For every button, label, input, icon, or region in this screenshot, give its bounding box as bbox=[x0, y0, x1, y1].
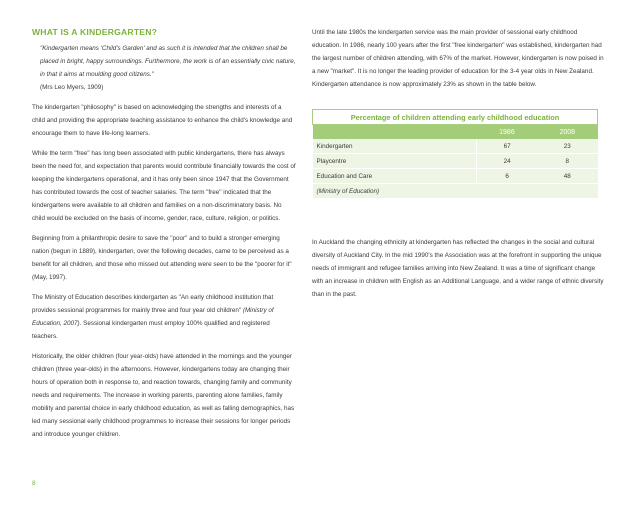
row-value-2008: 48 bbox=[537, 169, 597, 184]
row-value-1986: 67 bbox=[477, 139, 537, 154]
section-heading: WHAT IS A KINDERGARTEN? bbox=[32, 27, 158, 37]
paragraph-history: Historically, the older children (four year-olds) have attended in the mornings and the younger children (three year-olds) in the afternoons. However, kindergartens today are changing their hours of operation both in response to, and reaction towards, changing family and community needs and requirements. The increase in working parents, parenting alone families, family mobility and parental choice in early childhood education, as well as falling demographics, has led many sessional early childhood programmes to increase their sessions for longer periods and introduce younger children. bbox=[32, 353, 295, 438]
quote-text: "Kindergarten means 'Child's Garden' and as such it is intended that the children shall be placed in bright, happy surroundings. Furthermore, the work is of an essentially civic nature, in that it aims at moulding good citizens." bbox=[40, 45, 296, 78]
paragraph-philosophy: The kindergarten "philosophy" is based on acknowledging the strengths and interests of a child and providing the appropriate teaching assistance to enhance the child's knowledge and encourage them to have life-long learners. bbox=[32, 104, 293, 137]
left-column bbox=[32, 26, 296, 441]
paragraph-free-term: While the term "free" has long been associated with public kindergartens, there has always been the need for, and expectation that parents would contribute financially towards the cost of keeping the kindergartens operational, and it has only been since 1947 that the Government has contributed towards the cost of teacher salaries. The term "free" indicated that the kindergartens were available to all children and families on a non-discriminatory basis. No child would be excluded on the basis of income, gender, race, culture, religion, or politics. bbox=[32, 150, 296, 222]
table-source-row bbox=[313, 184, 598, 199]
row-value-1986: 24 bbox=[477, 154, 537, 169]
ministry-citation: (Ministry of Education, 2007) bbox=[32, 307, 274, 327]
row-label: Playcentre bbox=[313, 154, 477, 169]
table-row bbox=[313, 169, 598, 184]
table-header-empty bbox=[313, 125, 477, 140]
row-label: Education and Care bbox=[313, 169, 477, 184]
paragraph-auckland-ethnicity: In Auckland the changing ethnicity at kindergarten has reflected the changes in the social and cultural diversity of Auckland City. In the mid 1990's the Association was at the forefront in supporting the unique needs of immigrant and refugee families arriving into New Zealand. It was a time of significant change with an increase in children with English as an Additional Language, and a wider range of ethnic diversity than in the past. bbox=[312, 239, 604, 298]
ministry-definition-end: . Sessional kindergarten must employ 100% qualified and registered teachers. bbox=[32, 320, 270, 340]
row-value-1986: 6 bbox=[477, 169, 537, 184]
table-source: (Ministry of Education) bbox=[313, 184, 598, 199]
page-number: 8 bbox=[32, 480, 36, 487]
table-title: Percentage of children attending early childhood education bbox=[313, 110, 598, 125]
table-header-row bbox=[313, 125, 598, 140]
paragraph-origins: Beginning from a philanthropic desire to save the "poor" and to build a stronger emerging nation (begun in 1889), kindergarten, over the following decades, came to be perceived as a benefit for all children, and those who missed out attending were seen to be the "poorer for it" (May, 1997). bbox=[32, 235, 292, 281]
table-row bbox=[313, 154, 598, 169]
ministry-definition-text: The Ministry of Education describes kindergarten as "An early childhood institution that provides sessional programmes for mainly three and four year old children" bbox=[32, 294, 274, 314]
table-header-2008: 2008 bbox=[537, 125, 597, 140]
table-row bbox=[313, 139, 598, 154]
right-column bbox=[312, 26, 608, 301]
row-label: Kindergarten bbox=[313, 139, 477, 154]
table-header-1986: 1986 bbox=[477, 125, 537, 140]
table-title-row bbox=[313, 110, 598, 125]
row-value-2008: 23 bbox=[537, 139, 597, 154]
paragraph-market: Until the late 1980s the kindergarten service was the main provider of sessional early childhood education. In 1986, nearly 100 years after the first "free kindergarten" was established, kindergarten had the largest number of children attending, with 67% of the market. However, kindergarten is now poised in a new "market". It is no longer the leading provider of education for the 3-4 year olds in New Zealand. Kindergarten attendance is now approximately 23% as shown in the table below. bbox=[312, 29, 604, 88]
quote-source: (Mrs Leo Myers, 1909) bbox=[40, 84, 104, 91]
paragraph-ministry-definition bbox=[32, 291, 296, 343]
row-value-2008: 8 bbox=[537, 154, 597, 169]
attendance-table bbox=[312, 109, 598, 198]
